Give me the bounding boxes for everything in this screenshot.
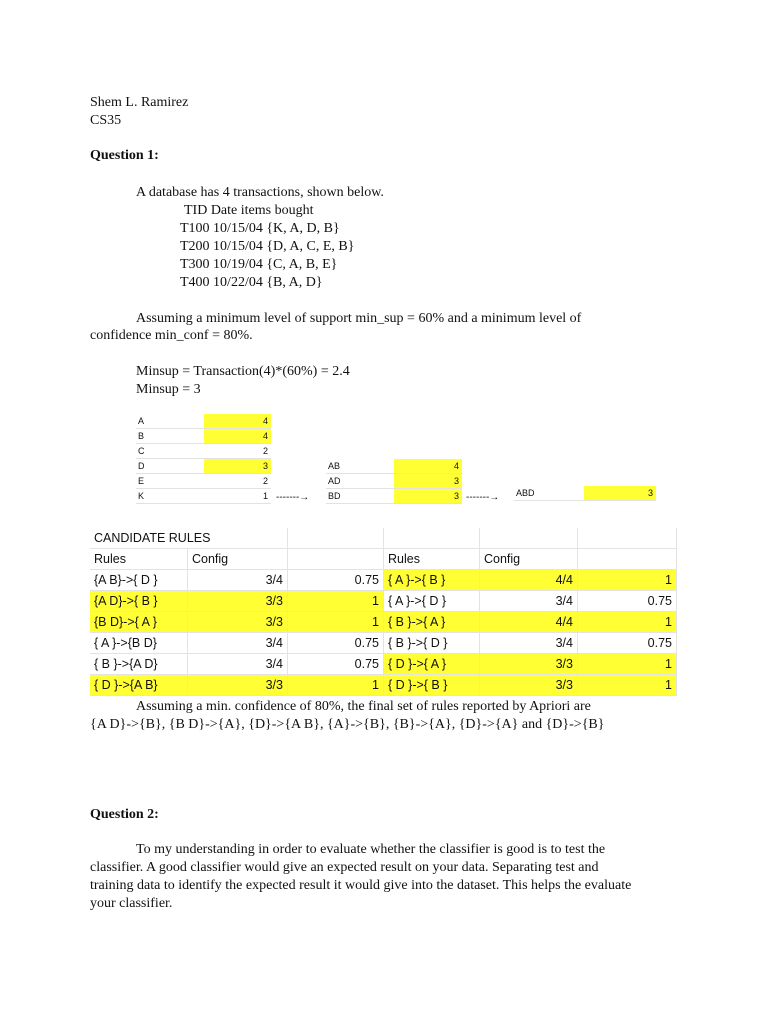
item-label: C [136, 444, 204, 459]
item-count: 4 [204, 414, 271, 429]
pair-label: AB [326, 459, 394, 474]
rule-left-fraction: 3/4 [188, 654, 288, 675]
rule-right-confidence: 1 [578, 612, 677, 633]
item-count: 2 [204, 474, 271, 489]
transaction-row: T400 10/22/04 {B, A, D} [180, 275, 323, 290]
conclusion-line-1: Assuming a min. confidence of 80%, the final set of rules reported by Apriori are [136, 699, 591, 714]
rule-left-fraction: 3/4 [188, 570, 288, 591]
rule-right-fraction: 3/4 [480, 633, 578, 654]
rule-right: { D }->{ A } [384, 654, 480, 675]
rule-right: { A }->{ B } [384, 570, 480, 591]
pair-label: BD [326, 489, 394, 504]
triple-count: 3 [584, 486, 656, 501]
rule-right: { A }->{ D } [384, 591, 480, 612]
rule-left: { A }->{B D} [90, 633, 188, 654]
rule-right: { B }->{ A } [384, 612, 480, 633]
question-2-heading: Question 2: [90, 807, 159, 822]
item-label: A [136, 414, 204, 429]
assumption-line-2: confidence min_conf = 80%. [90, 328, 253, 343]
rule-right-fraction: 3/4 [480, 591, 578, 612]
item-label: K [136, 489, 204, 504]
rule-right-confidence: 1 [578, 570, 677, 591]
author-name: Shem L. Ramirez [90, 95, 189, 110]
course-code: CS35 [90, 113, 122, 128]
rule-left-confidence: 0.75 [288, 654, 384, 675]
rule-left: { D }->{A B} [90, 675, 188, 696]
rule-row [90, 675, 677, 696]
rule-right-confidence: 1 [578, 675, 677, 696]
minsup-calculation: Minsup = Transaction(4)*(60%) = 2.4 [136, 364, 350, 379]
assumption-line-1: Assuming a minimum level of support min_sup = 60% and a minimum level of [136, 311, 582, 326]
item-count: 3 [204, 459, 271, 474]
rule-right-fraction: 3/3 [480, 675, 578, 696]
config-header: Config [480, 549, 578, 570]
rules-header: Rules [90, 549, 188, 570]
rule-row [90, 591, 677, 612]
rule-right-confidence: 0.75 [578, 591, 677, 612]
rule-right-fraction: 4/4 [480, 570, 578, 591]
rule-left-confidence: 1 [288, 612, 384, 633]
q2-answer [90, 841, 680, 913]
candidate-title-row [90, 528, 677, 549]
rules-header: Rules [384, 549, 480, 570]
transaction-row: T100 10/15/04 {K, A, D, B} [180, 221, 340, 236]
arrow-to-2-itemsets: -------→ [276, 492, 310, 503]
rule-row [90, 654, 677, 675]
rule-row [90, 612, 677, 633]
rule-right-fraction: 3/3 [480, 654, 578, 675]
rule-left-fraction: 3/3 [188, 591, 288, 612]
pair-count: 3 [394, 474, 462, 489]
pair-label: AD [326, 474, 394, 489]
q2-answer-line: classifier. A good classifier would give an expected result on your data. Separating test and [90, 860, 599, 875]
transaction-row: T200 10/15/04 {D, A, C, E, B} [180, 239, 355, 254]
candidate-header-row [90, 549, 677, 570]
rule-left-confidence: 0.75 [288, 570, 384, 591]
rule-row [90, 633, 677, 654]
rule-right-confidence: 0.75 [578, 633, 677, 654]
rule-left-fraction: 3/4 [188, 633, 288, 654]
item-label: D [136, 459, 204, 474]
rule-left: { B }->{A D} [90, 654, 188, 675]
q1-intro: A database has 4 transactions, shown below. [136, 185, 384, 200]
triple-label: ABD [514, 486, 584, 501]
rule-row [90, 570, 677, 591]
transaction-row: T300 10/19/04 {C, A, B, E} [180, 257, 338, 272]
conclusion-line-2: {A D}->{B}, {B D}->{A}, {D}->{A B}, {A}->{B}, {B}->{A}, {D}->{A} and {D}->{B} [90, 717, 605, 732]
rule-right: { D }->{ B } [384, 675, 480, 696]
q2-answer-line: To my understanding in order to evaluate whether the classifier is good is to test the [136, 842, 606, 857]
rule-left: {A D}->{ B } [90, 591, 188, 612]
rule-right-confidence: 1 [578, 654, 677, 675]
rule-left-fraction: 3/3 [188, 675, 288, 696]
rule-left: {B D}->{ A } [90, 612, 188, 633]
minsup-value: Minsup = 3 [136, 382, 201, 397]
item-label: B [136, 429, 204, 444]
q2-answer-line: training data to identify the expected result it would give into the dataset. This helps the evaluate [90, 878, 632, 893]
rule-left-confidence: 1 [288, 675, 384, 696]
item-count: 2 [204, 444, 271, 459]
item-count: 4 [204, 429, 271, 444]
pair-count: 3 [394, 489, 462, 504]
q2-answer-line: your classifier. [90, 896, 173, 911]
candidate-rules-title: CANDIDATE RULES [90, 528, 188, 549]
rule-right: { B }->{ D } [384, 633, 480, 654]
rule-left-confidence: 0.75 [288, 633, 384, 654]
question-1-heading: Question 1: [90, 148, 159, 163]
pair-count: 4 [394, 459, 462, 474]
item-count: 1 [204, 489, 271, 504]
item-label: E [136, 474, 204, 489]
rule-left-fraction: 3/3 [188, 612, 288, 633]
rule-left: {A B}->{ D } [90, 570, 188, 591]
config-header: Config [188, 549, 288, 570]
transactions-header: TID Date items bought [184, 203, 314, 218]
arrow-to-3-itemsets: -------→ [466, 492, 500, 503]
rule-right-fraction: 4/4 [480, 612, 578, 633]
rule-left-confidence: 1 [288, 591, 384, 612]
